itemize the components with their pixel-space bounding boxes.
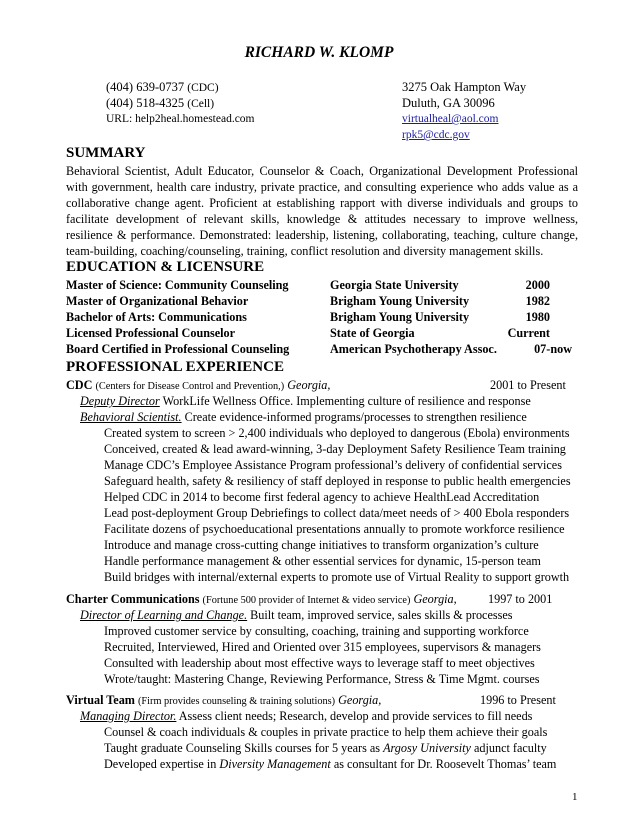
list-item [104, 741, 547, 756]
edu-year: 1980 [525, 310, 550, 324]
edu-degree: Master of Organizational Behavior [66, 294, 249, 308]
page-number: 1 [572, 791, 578, 803]
org-location: Georgia, [338, 693, 382, 707]
role-title: Deputy Director [80, 394, 160, 408]
list-item [104, 757, 556, 772]
list-item: Wrote/taught: Mastering Change, Reviewing Performance, Stress & Time Mgmt. courses [104, 672, 540, 686]
list-item: Lead post-deployment Group Debriefings to collect data/meet needs of > 400 Ebola responders [104, 506, 570, 520]
role-desc: WorkLife Wellness Office. Implementing culture of resilience and response [159, 394, 531, 408]
edu-degree: Bachelor of Arts: Communications [66, 310, 247, 324]
job-header-cdc [66, 378, 330, 393]
role-title: Director of Learning and Change. [80, 608, 248, 622]
edu-year: 2000 [525, 278, 550, 292]
job-header-charter [66, 592, 457, 607]
job-dates: 1996 to Present [480, 693, 556, 707]
list-item-text: Developed expertise in [104, 757, 220, 771]
edu-institution: Brigham Young University [330, 294, 470, 308]
job-dates: 2001 to Present [490, 378, 566, 392]
summary-heading: SUMMARY [66, 145, 146, 161]
phone-cell-number: (404) 518-4325 [106, 96, 185, 110]
org-name: CDC [66, 378, 93, 392]
list-item: Handle performance management & other essential services for dynamic, 15-person team [104, 554, 541, 568]
list-item-text: Taught graduate Counseling Skills courses for 5 years as [104, 741, 384, 755]
list-item: Consulted with leadership about most effective ways to leverage staff to meet objectives [104, 656, 535, 670]
phone-cell-tag: (Cell) [187, 98, 215, 110]
edu-year: 07-now [534, 342, 572, 356]
edu-institution: State of Georgia [330, 326, 415, 340]
org-note: (Centers for Disease Control and Prevention,) [95, 381, 285, 392]
list-item: Build bridges with internal/external experts to promote use of Virtual Reality to support growth [104, 570, 570, 584]
edu-degree: Master of Science: Community Counseling [66, 278, 289, 292]
website-url: URL: help2heal.homestead.com [106, 113, 255, 125]
list-item: Manage CDC’s Employee Assistance Program professional’s delivery of confidential services [104, 458, 562, 472]
resume-name: RICHARD W. KLOMP [244, 44, 394, 61]
role-desc: Built team, improved service, sales skills & processes [247, 608, 513, 622]
list-item-text: adjunct faculty [470, 741, 547, 755]
edu-degree: Licensed Professional Counselor [66, 326, 236, 340]
education-heading: EDUCATION & LICENSURE [66, 259, 265, 275]
role-line [80, 410, 527, 425]
list-item: Counsel & coach individuals & couples in private practice to help them achieve their goals [104, 725, 548, 739]
list-item-emphasis: Diversity Management [219, 757, 331, 771]
role-title: Behavioral Scientist. [80, 410, 182, 424]
org-location: Georgia, [287, 378, 331, 392]
list-item: Recruited, Interviewed, Hired and Oriented over 315 employees, supervisors & managers [104, 640, 541, 654]
experience-heading: PROFESSIONAL EXPERIENCE [66, 359, 284, 375]
org-note: (Firm provides counseling & training solutions) [138, 696, 336, 707]
list-item: Created system to screen > 2,400 individuals who deployed to dangerous (Ebola) environments [104, 426, 570, 440]
list-item: Conceived, created & lead award-winning, 3-day Deployment Safety Resilience Team training [104, 442, 566, 456]
job-header-virtual-team [66, 693, 381, 708]
summary-text: Behavioral Scientist, Adult Educator, Counselor & Coach, Organizational Development Professional with government, health care industry, private practice, and consulting experience who adds value as a collaborative change agent. Proficient at establishing rapport with diverse individuals and groups to facilitate development of relevant skills, knowledge & attitudes necessary to improve wellness, resilience & performance. Demonstrated: leadership, listening, collaborating, teaching, culture change, team-building, coaching/counseling, training, conflict resolution and diversity management skills. [66, 164, 578, 258]
email-link-cdc[interactable]: rpk5@cdc.gov [402, 129, 470, 141]
role-title: Managing Director. [80, 709, 177, 723]
edu-degree: Board Certified in Professional Counseling [66, 342, 290, 356]
edu-institution: American Psychotherapy Assoc. [330, 342, 497, 356]
email-link-aol[interactable]: virtualheal@aol.com [402, 113, 499, 125]
role-line [80, 608, 513, 623]
role-line [80, 709, 532, 724]
role-desc: Create evidence-informed programs/processes to strengthen resilience [181, 410, 527, 424]
list-item: Introduce and manage cross-cutting change initiatives to transform organization’s culture [104, 538, 539, 552]
phone-cdc [106, 80, 219, 95]
address-line-2: Duluth, GA 30096 [402, 96, 495, 110]
list-item: Facilitate dozens of psychoeducational presentations annually to promote workforce resilience [104, 522, 565, 536]
org-note: (Fortune 500 provider of Internet & video service) [202, 595, 411, 606]
role-desc: Assess client needs; Research, develop and provide services to fill needs [176, 709, 533, 723]
org-name: Virtual Team [66, 693, 135, 707]
edu-year: 1982 [525, 294, 550, 308]
org-location: Georgia, [413, 592, 457, 606]
org-name: Charter Communications [66, 592, 200, 606]
list-item: Improved customer service by consulting, coaching, training and supporting workforce [104, 624, 529, 638]
list-item: Safeguard health, safety & resiliency of staff deployed in response to public health emergencies [104, 474, 571, 488]
address-line-1: 3275 Oak Hampton Way [402, 80, 527, 94]
phone-cdc-tag: (CDC) [187, 82, 219, 94]
job-dates: 1997 to 2001 [488, 592, 553, 606]
phone-cdc-number: (404) 639-0737 [106, 80, 185, 94]
edu-institution: Brigham Young University [330, 310, 470, 324]
list-item-emphasis: Argosy University [383, 741, 471, 755]
edu-institution: Georgia State University [330, 278, 459, 292]
list-item: Helped CDC in 2014 to become first federal agency to achieve HealthLead Accreditation [104, 490, 540, 504]
phone-cell [106, 96, 214, 111]
edu-year: Current [507, 326, 550, 340]
role-line [80, 394, 531, 409]
list-item-text: as consultant for Dr. Roosevelt Thomas’ team [330, 757, 557, 771]
